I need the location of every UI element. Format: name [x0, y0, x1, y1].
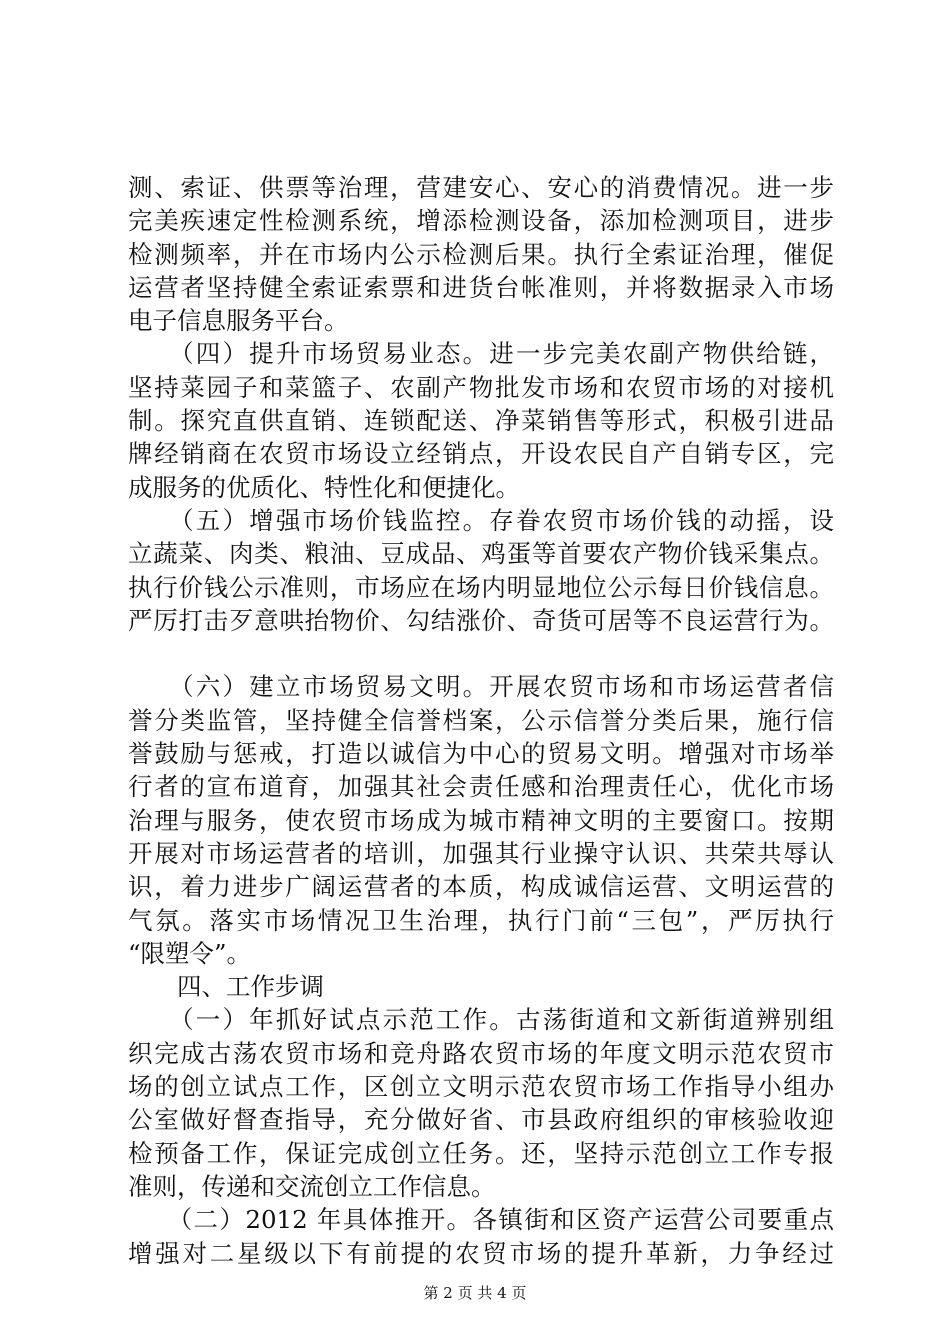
text-line: （四）提升市场贸易业态。进一步完美农副产物供给链， — [128, 339, 834, 369]
text-line: 增强对二星级以下有前提的农贸市场的提升革新，力争经过 — [128, 1238, 834, 1268]
text-line: （六）建立市场贸易文明。开展农贸市场和市场运营者信 — [128, 672, 834, 702]
text-line: 准则，传递和交流创立工作信息。 — [128, 1171, 496, 1201]
text-line: 治理与服务，使农贸市场成为城市精神文明的主要窗口。按期 — [128, 805, 834, 835]
body-text — [128, 171, 834, 1270]
text-line: （一）年抓好试点示范工作。古荡街道和文新街道辨别组 — [128, 1005, 834, 1035]
section-heading: 四、工作步调 — [128, 972, 324, 1002]
page-number-footer: 第 2 页 共 4 页 — [423, 1284, 527, 1302]
text-line: 誉分类监管，坚持健全信誉档案，公示信誉分类后果，施行信 — [128, 705, 834, 735]
text-line: 行者的宣布道育，加强其社会责任感和治理责任心，优化市场 — [128, 772, 834, 802]
text-line: 完美疾速定性检测系统，增添检测设备，添加检测项目，进步 — [128, 206, 834, 236]
text-line: 制。探究直供直销、连锁配送、净菜销售等形式，积极引进品 — [128, 406, 834, 436]
text-line: “限塑令”。 — [128, 938, 252, 968]
text-line: （二）2012 年具体推开。各镇街和区资产运营公司要重点 — [128, 1205, 834, 1235]
text-line: 严厉打击歹意哄抬物价、勾结涨价、奇货可居等不良运营行为。 — [128, 605, 834, 635]
text-line: 识，着力进步广阔运营者的本质，构成诚信运营、文明运营的 — [128, 872, 834, 902]
text-line: 执行价钱公示准则，市场应在场内明显地位公示每日价钱信息。 — [128, 572, 834, 602]
text-line: 成服务的优质化、特性化和便捷化。 — [128, 472, 520, 502]
text-line: 开展对市场运营者的培训，加强其行业操守认识、共荣共辱认 — [128, 838, 834, 868]
text-line: 坚持菜园子和菜篮子、农副产物批发市场和农贸市场的对接机 — [128, 372, 834, 402]
text-line: 测、索证、供票等治理，营建安心、安心的消费情况。进一步 — [128, 173, 834, 202]
text-line: 公室做好督查指导，充分做好省、市县政府组织的审核验收迎 — [128, 1105, 834, 1135]
text-line: 电子信息服务平台。 — [128, 306, 349, 336]
text-line: 场的创立试点工作，区创立文明示范农贸市场工作指导小组办 — [128, 1072, 834, 1102]
text-line: 誉鼓励与惩戒，打造以诚信为中心的贸易文明。增强对市场举 — [128, 739, 834, 769]
text-line: （五）增强市场价钱监控。存眷农贸市场价钱的动摇，设 — [128, 505, 834, 535]
text-line: 气氛。落实市场情况卫生治理，执行门前“三包”，严厉执行 — [128, 905, 834, 935]
text-line: 织完成古荡农贸市场和竞舟路农贸市场的年度文明示范农贸市 — [128, 1038, 834, 1068]
text-line: 检预备工作，保证完成创立任务。还，坚持示范创立工作专报 — [128, 1138, 834, 1168]
text-line: 检测频率，并在市场内公示检测后果。执行全索证治理，催促 — [128, 239, 834, 269]
text-line: 牌经销商在农贸市场设立经销点，开设农民自产自销专区，完 — [128, 439, 834, 469]
text-line: 运营者坚持健全索证索票和进货台帐准则，并将数据录入市场 — [128, 272, 834, 302]
text-line: 立蔬菜、肉类、粮油、豆成品、鸡蛋等首要农产物价钱采集点。 — [128, 539, 834, 569]
blank-line — [128, 637, 834, 670]
